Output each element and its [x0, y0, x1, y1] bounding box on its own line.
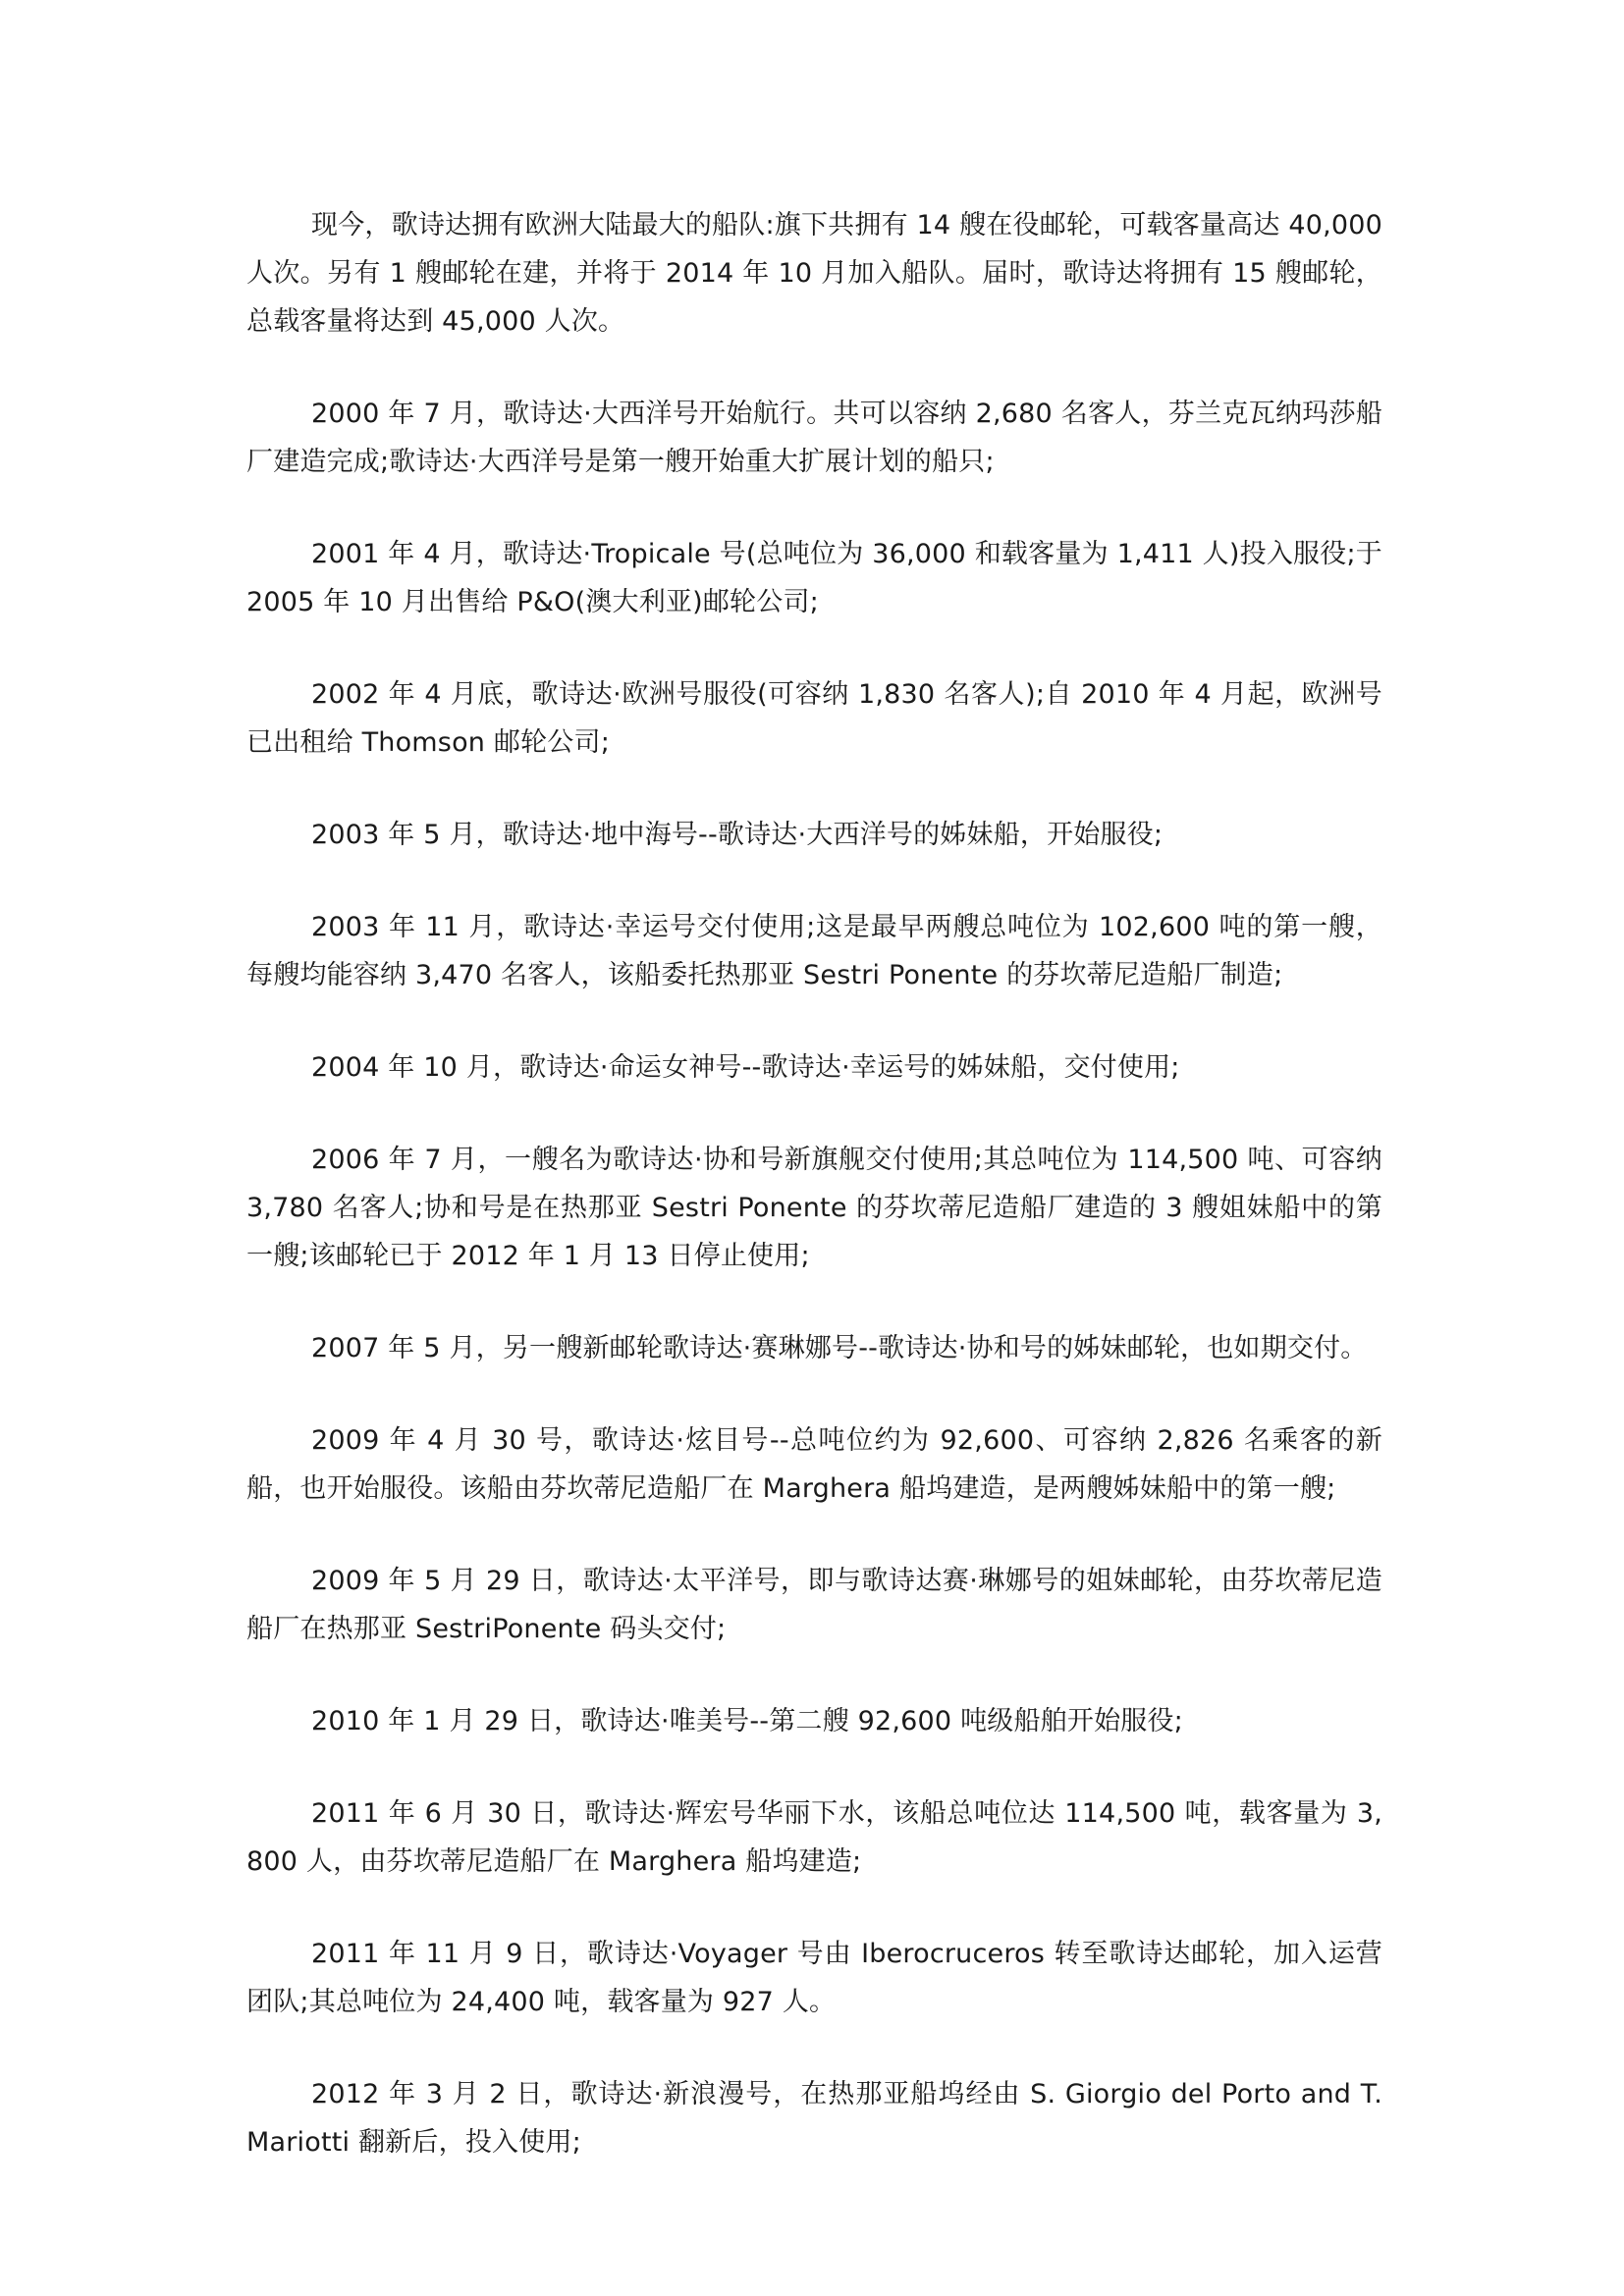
paragraph-2010-january: 2010 年 1 月 29 日，歌诗达·唯美号--第二艘 92,600 吨级船舶开始服役; [311, 1706, 1183, 1736]
paragraph-2009-may: 2009 年 5 月 29 日，歌诗达·太平洋号，即与歌诗达赛·琳娜号的姐妹邮轮，由芬坎蒂尼造船厂在热那亚 SestriPonente 码头交付; [246, 1566, 1382, 1644]
paragraph-2012-march: 2012 年 3 月 2 日，歌诗达·新浪漫号，在热那亚船坞经由 S. Giorgio del Porto and T. Mariotti 翻新后，投入使用; [246, 2079, 1382, 2158]
paragraph-2003-november: 2003 年 11 月，歌诗达·幸运号交付使用;这是最早两艘总吨位为 102,600 吨的第一艘，每艘均能容纳 3,470 名客人，该船委托热那亚 Sestri Ponente 的芬坎蒂尼造船厂制造; [246, 912, 1382, 990]
paragraph-2004-october: 2004 年 10 月，歌诗达·命运女神号--歌诗达·幸运号的姊妹船，交付使用; [311, 1052, 1180, 1083]
paragraph-intro: 现今，歌诗达拥有欧洲大陆最大的船队:旗下共拥有 14 艘在役邮轮，可载客量高达 40,000 人次。另有 1 艘邮轮在建，并将于 2014 年 10 月加入船队。届时，歌诗达将拥有 15 艘邮轮，总载客量将达到 45,000 人次。 [246, 210, 1382, 337]
paragraph-2006-july: 2006 年 7 月，一艘名为歌诗达·协和号新旗舰交付使用;其总吨位为 114,500 吨、可容纳 3,780 名客人;协和号是在热那亚 Sestri Ponente 的芬坎蒂尼造船厂建造的 3 艘姐妹船中的第一艘;该邮轮已于 2012 年 1 月 13 日停止使用; [246, 1145, 1382, 1271]
paragraph-2009-april: 2009 年 4 月 30 号，歌诗达·炫目号--总吨位约为 92,600、可容纳 2,826 名乘客的新船，也开始服役。该船由芬坎蒂尼造船厂在 Marghera 船坞建造，是两艘姊妹船中的第一艘; [246, 1425, 1382, 1504]
document-body [246, 201, 1382, 2211]
paragraph-2000-july: 2000 年 7 月，歌诗达·大西洋号开始航行。共可以容纳 2,680 名客人，芬兰克瓦纳玛莎船厂建造完成;歌诗达·大西洋号是第一艘开始重大扩展计划的船只; [246, 399, 1382, 477]
paragraph-2011-november: 2011 年 11 月 9 日，歌诗达·Voyager 号由 Iberocruceros 转至歌诗达邮轮，加入运营团队;其总吨位为 24,400 吨，载客量为 927 人。 [246, 1939, 1382, 2017]
paragraph-2002-april: 2002 年 4 月底，歌诗达·欧洲号服役(可容纳 1,830 名客人);自 2010 年 4 月起，欧洲号已出租给 Thomson 邮轮公司; [246, 679, 1382, 758]
paragraph-2011-june: 2011 年 6 月 30 日，歌诗达·辉宏号华丽下水，该船总吨位达 114,500 吨，载客量为 3,800 人，由芬坎蒂尼造船厂在 Marghera 船坞建造; [246, 1798, 1382, 1877]
paragraph-2001-april: 2001 年 4 月，歌诗达·Tropicale 号(总吨位为 36,000 和载客量为 1,411 人)投入服役;于 2005 年 10 月出售给 P&O(澳大利亚)邮轮公司; [246, 539, 1382, 617]
paragraph-2003-may: 2003 年 5 月，歌诗达·地中海号--歌诗达·大西洋号的姊妹船，开始服役; [311, 820, 1164, 850]
paragraph-2007-may: 2007 年 5 月，另一艘新邮轮歌诗达·赛琳娜号--歌诗达·协和号的姊妹邮轮，也如期交付。 [311, 1333, 1368, 1363]
